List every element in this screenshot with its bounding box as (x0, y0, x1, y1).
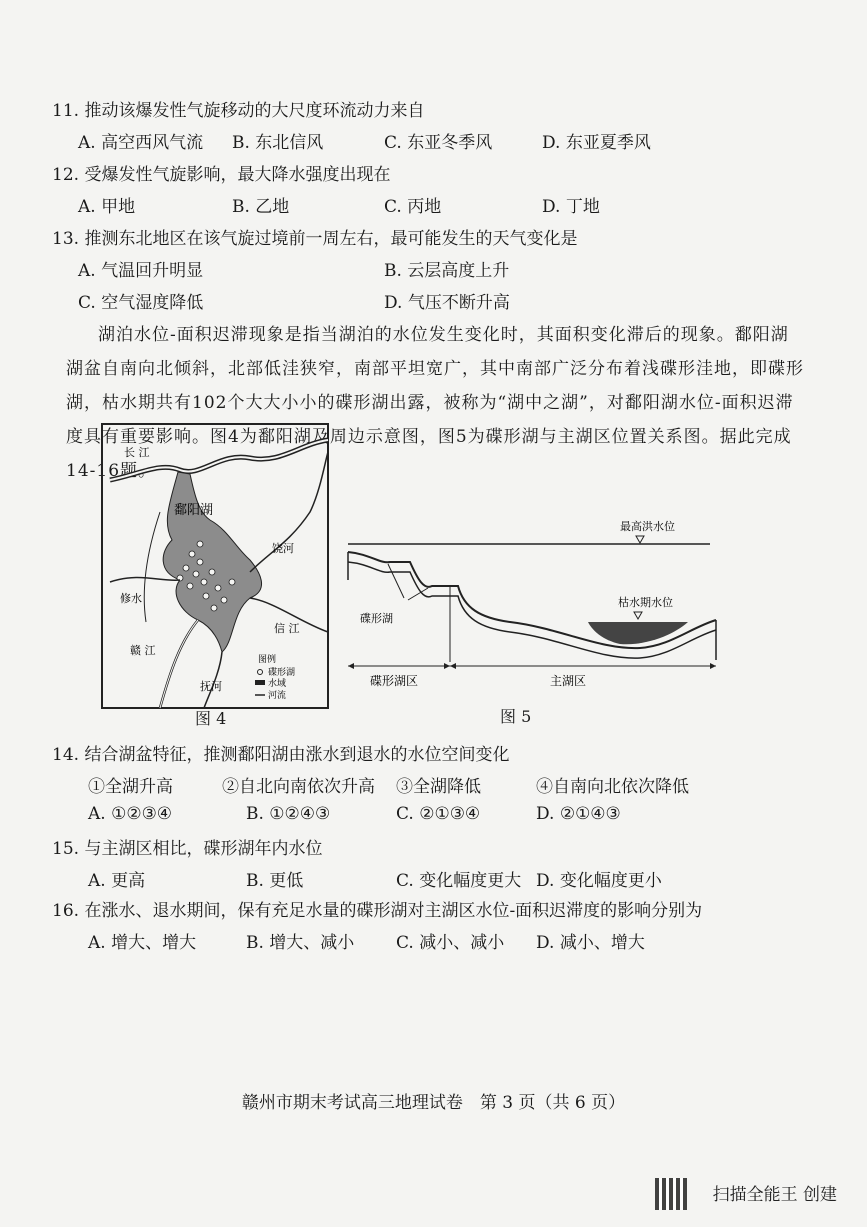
q14-statement-2: ②自北向南依次升高 (222, 777, 375, 797)
label-changjiang: 长 江 (124, 446, 150, 459)
q11-option-d: D. 东亚夏季风 (542, 133, 651, 153)
q15-option-b: B. 更低 (246, 871, 304, 891)
q11-option-c: C. 东亚冬季风 (384, 133, 493, 153)
q16-option-a: A. 增大、增大 (88, 933, 197, 953)
qr-code-icon (655, 1178, 687, 1210)
label-dry-level: 枯水期水位 (618, 596, 673, 609)
q13-option-a: A. 气温回升明显 (78, 261, 204, 281)
figure-4-caption: 图 4 (195, 709, 227, 728)
q14-option-d: D. ②①④③ (536, 804, 621, 824)
q12-stem: 12. 受爆发性气旋影响，最大降水强度出现在 (52, 165, 391, 185)
q13-option-b: B. 云层高度上升 (384, 261, 510, 281)
figure-4-map (100, 422, 330, 710)
q14-statement-3: ③全湖降低 (396, 777, 481, 797)
label-poyang-lake: 鄱阳湖 (174, 503, 214, 518)
label-dish-zone: 碟形湖区 (370, 674, 419, 688)
q12-option-a: A. 甲地 (78, 197, 136, 217)
q13-option-d: D. 气压不断升高 (384, 293, 510, 313)
label-fuhe: 抚河 (200, 680, 222, 693)
figure-5-profile (340, 510, 730, 690)
svg-text:河流: 河流 (268, 691, 287, 701)
q16-option-c: C. 减小、减小 (396, 933, 505, 953)
label-raohe: 饶河 (272, 542, 294, 555)
map-legend (255, 653, 295, 701)
q11-stem: 11. 推动该爆发性气旋移动的大尺度环流动力来自 (52, 101, 425, 121)
svg-text:碟形湖: 碟形湖 (268, 668, 296, 678)
q12-option-b: B. 乙地 (232, 197, 290, 217)
page-footer: 赣州市期末考试高三地理试卷 第 3 页（共 6 页） (241, 1093, 626, 1113)
q16-stem: 16. 在涨水、退水期间，保有充足水量的碟形湖对主湖区水位-面积迟滞度的影响分别为 (52, 901, 703, 921)
q15-option-a: A. 更高 (88, 871, 146, 891)
q11-option-a: A. 高空西风气流 (78, 133, 204, 153)
q12-option-d: D. 丁地 (542, 197, 600, 217)
label-main-zone: 主湖区 (550, 674, 587, 688)
svg-text:水域: 水域 (268, 679, 287, 689)
label-ganjiang: 赣 江 (130, 644, 156, 657)
figure-5-caption: 图 5 (500, 707, 532, 726)
q12-option-c: C. 丙地 (384, 197, 442, 217)
q14-option-c: C. ②①③④ (396, 804, 481, 824)
label-max-flood: 最高洪水位 (620, 520, 675, 533)
q14-stem: 14. 结合湖盆特征，推测鄱阳湖由涨水到退水的水位空间变化 (52, 745, 510, 765)
q11-option-b: B. 东北信风 (232, 133, 324, 153)
q15-stem: 15. 与主湖区相比，碟形湖年内水位 (52, 839, 323, 859)
q16-option-d: D. 减小、增大 (536, 933, 645, 953)
q14-statement-1: ①全湖升高 (88, 777, 173, 797)
scanner-watermark: 扫描全能王 创建 (712, 1185, 837, 1205)
q15-option-c: C. 变化幅度更大 (396, 871, 522, 891)
label-xiushui: 修水 (120, 592, 142, 605)
q14-statement-4: ④自南向北依次降低 (536, 777, 689, 797)
q13-stem: 13. 推测东北地区在该气旋过境前一周左右，最可能发生的天气变化是 (52, 229, 578, 249)
label-dish-lake: 碟形湖 (360, 612, 393, 625)
q15-option-d: D. 变化幅度更小 (536, 871, 662, 891)
q14-option-b: B. ①②④③ (246, 804, 331, 824)
q13-option-c: C. 空气湿度降低 (78, 293, 204, 313)
q16-option-b: B. 增大、减小 (246, 933, 355, 953)
passage: 湖泊水位-面积迟滞现象是指当湖泊的水位发生变化时，其面积变化滞后的现象。鄱阳湖湖盆自南向北倾斜，北部低洼狭窄，南部平坦宽广，其中南部广泛分布着浅碟形洼地，即碟形湖，枯水期共有102个大大小小的碟形湖出露，被称为“湖中之湖”，对鄱阳湖水位-面积迟滞度具有重要影响。图4为鄱阳湖及周边示意图，图5为碟形湖与主湖区位置关系图。据此完成14-16题。 (66, 325, 804, 481)
svg-text:图例: 图例 (258, 655, 277, 665)
label-xinjiang: 信 江 (274, 622, 300, 635)
q14-option-a: A. ①②③④ (88, 804, 173, 824)
